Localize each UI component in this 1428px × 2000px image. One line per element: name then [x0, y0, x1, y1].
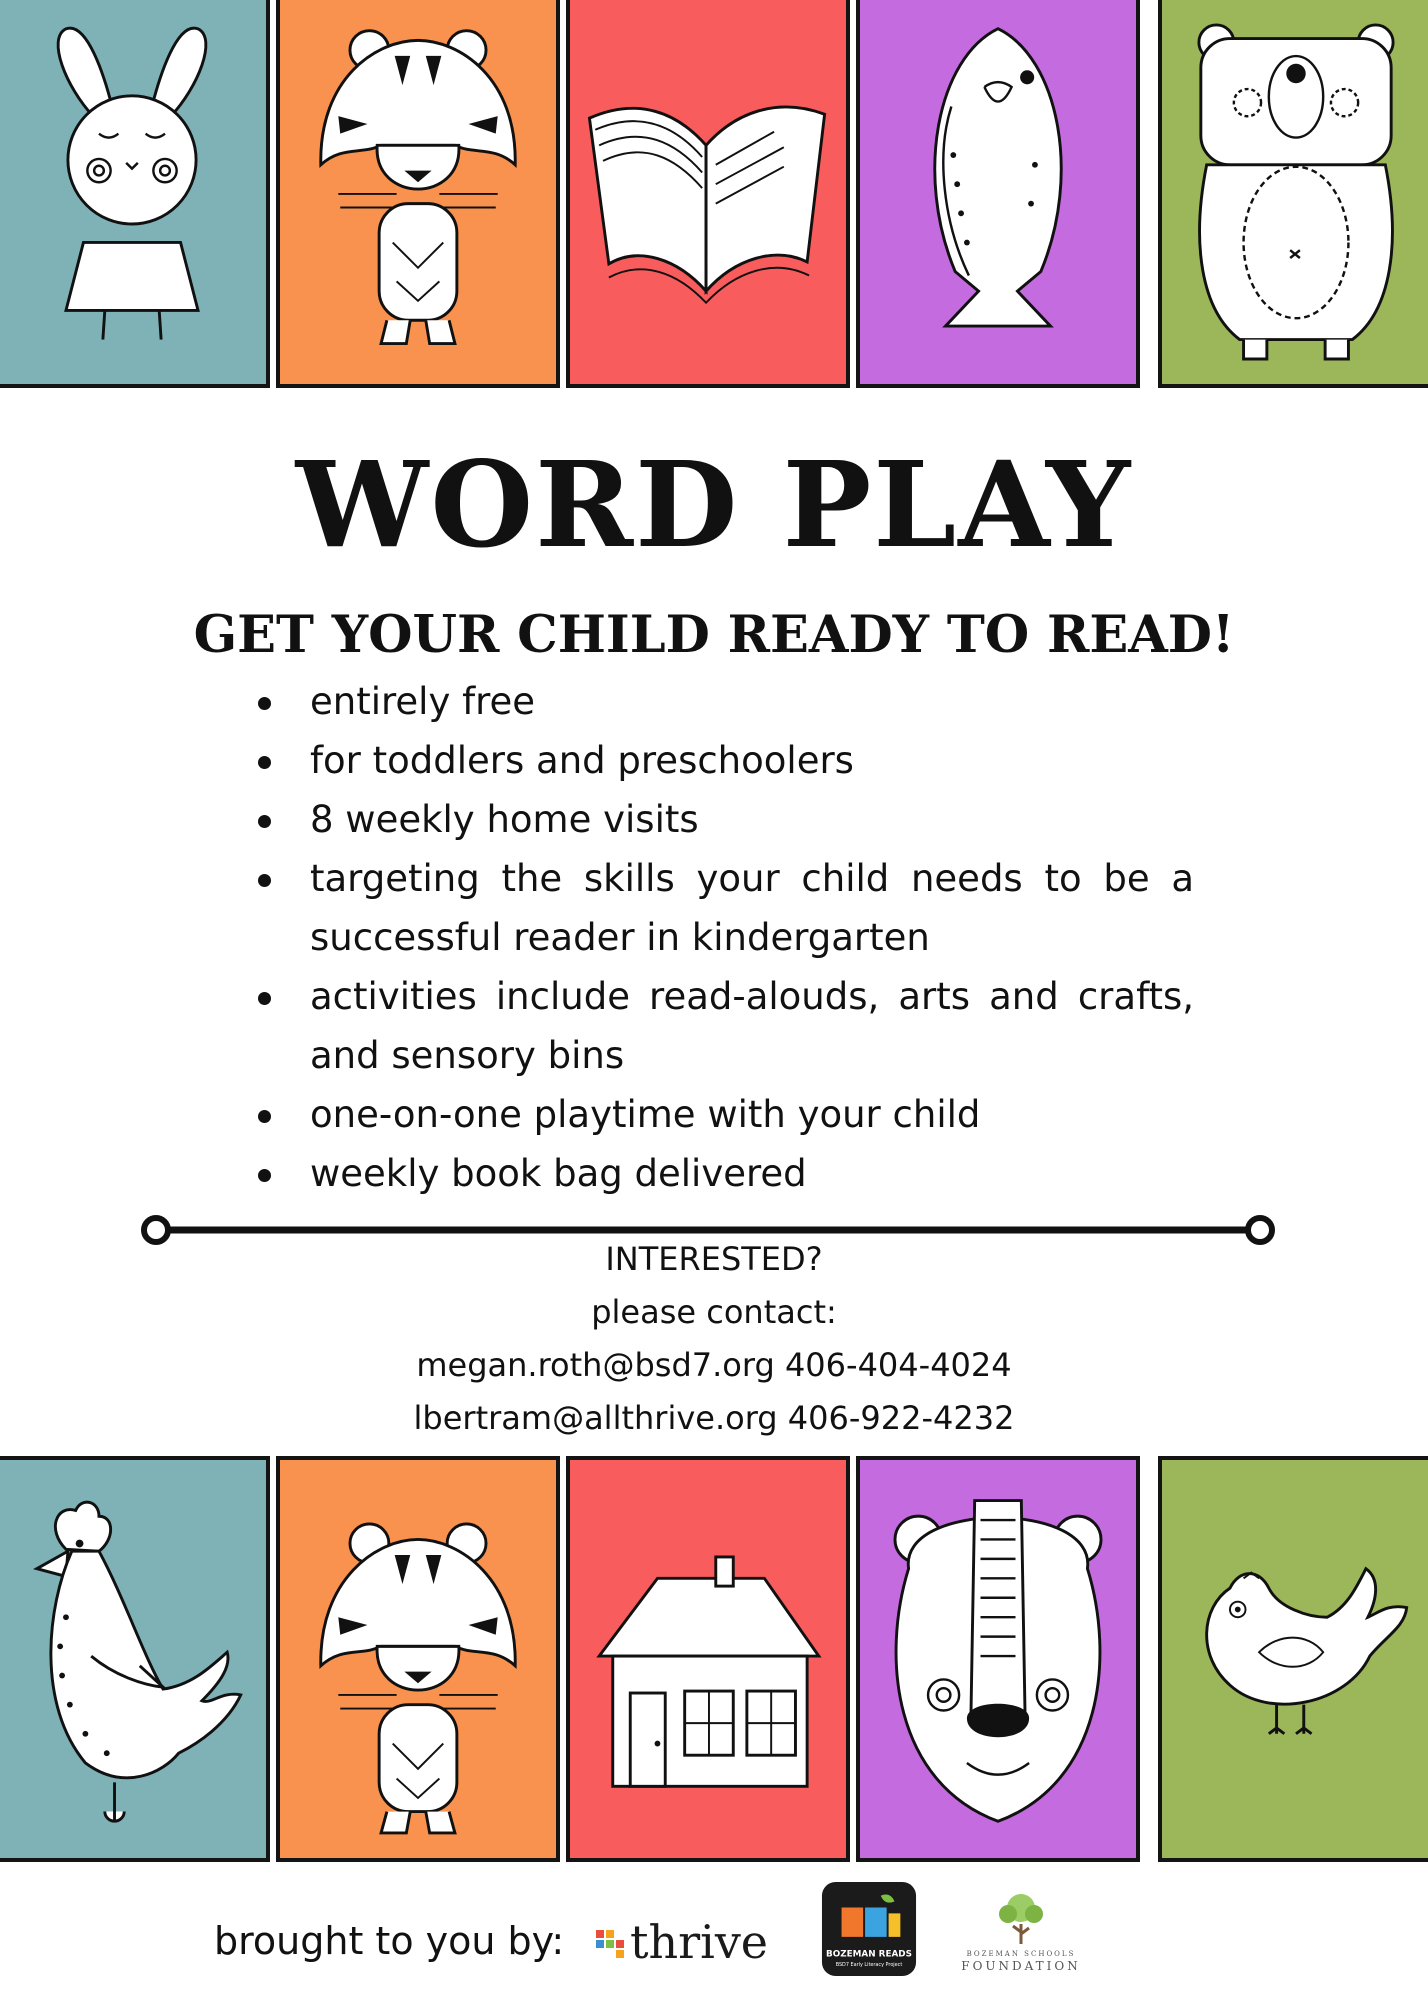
bunny-icon	[0, 0, 266, 384]
thrive-logo	[592, 1908, 792, 1978]
tile-bird	[1158, 1456, 1428, 1862]
contact-line-megan: megan.roth@bsd7.org 406-404-4024	[416, 1346, 1012, 1384]
tile-book	[566, 0, 850, 388]
tile-tiger-bottom	[276, 1456, 560, 1862]
tiger-icon	[280, 1460, 556, 1858]
tile-bear	[1158, 0, 1428, 388]
tile-bear-face	[856, 1456, 1140, 1862]
list-item: for toddlers and preschoolers	[258, 731, 1194, 790]
bear-face-icon	[860, 1460, 1136, 1858]
svg-text:BOZEMAN SCHOOLS: BOZEMAN SCHOOLS	[966, 1950, 1076, 1958]
sponsor-label: brought to you by:	[214, 1919, 565, 1963]
tile-house	[566, 1456, 850, 1862]
svg-text:BSD7 Early Literacy Project: BSD7 Early Literacy Project	[835, 1962, 903, 1969]
bozeman-reads-logo	[820, 1880, 918, 1978]
bird-icon	[1162, 1460, 1428, 1858]
tiger-icon	[280, 0, 556, 384]
tile-bunny	[0, 0, 270, 388]
thrive-logo-text: thrive	[630, 1915, 769, 1969]
house-icon	[570, 1460, 846, 1858]
list-item: one-on-one playtime with your child	[258, 1085, 1194, 1144]
list-item: activities include read-alouds, arts and crafts, and sensory bins	[258, 967, 1194, 1085]
contact-line-lbertram: lbertram@allthrive.org 406-922-4232	[413, 1399, 1015, 1437]
feature-list	[258, 672, 1194, 1203]
svg-text:BOZEMAN READS: BOZEMAN READS	[826, 1949, 912, 1960]
open-book-icon	[570, 0, 846, 384]
bozeman-schools-foundation-logo	[946, 1884, 1096, 1984]
tile-tiger-top	[276, 0, 560, 388]
hen-icon	[0, 1460, 266, 1858]
page-title: WORD PLAY	[295, 435, 1133, 574]
fish-icon	[860, 0, 1136, 384]
page-subtitle: GET YOUR CHILD READY TO READ!	[193, 605, 1235, 665]
contact-prompt: please contact:	[591, 1293, 837, 1331]
list-item: entirely free	[258, 672, 1194, 731]
contact-section	[0, 1233, 1428, 1445]
list-item: weekly book bag delivered	[258, 1144, 1194, 1203]
tile-fish	[856, 0, 1140, 388]
bear-icon	[1162, 0, 1428, 384]
contact-heading: INTERESTED?	[605, 1240, 823, 1278]
list-item: 8 weekly home visits	[258, 790, 1194, 849]
list-item: targeting the skills your child needs to be a successful reader in kindergarten	[258, 849, 1194, 967]
svg-text:FOUNDATION: FOUNDATION	[961, 1959, 1081, 1973]
tile-hen	[0, 1456, 270, 1862]
